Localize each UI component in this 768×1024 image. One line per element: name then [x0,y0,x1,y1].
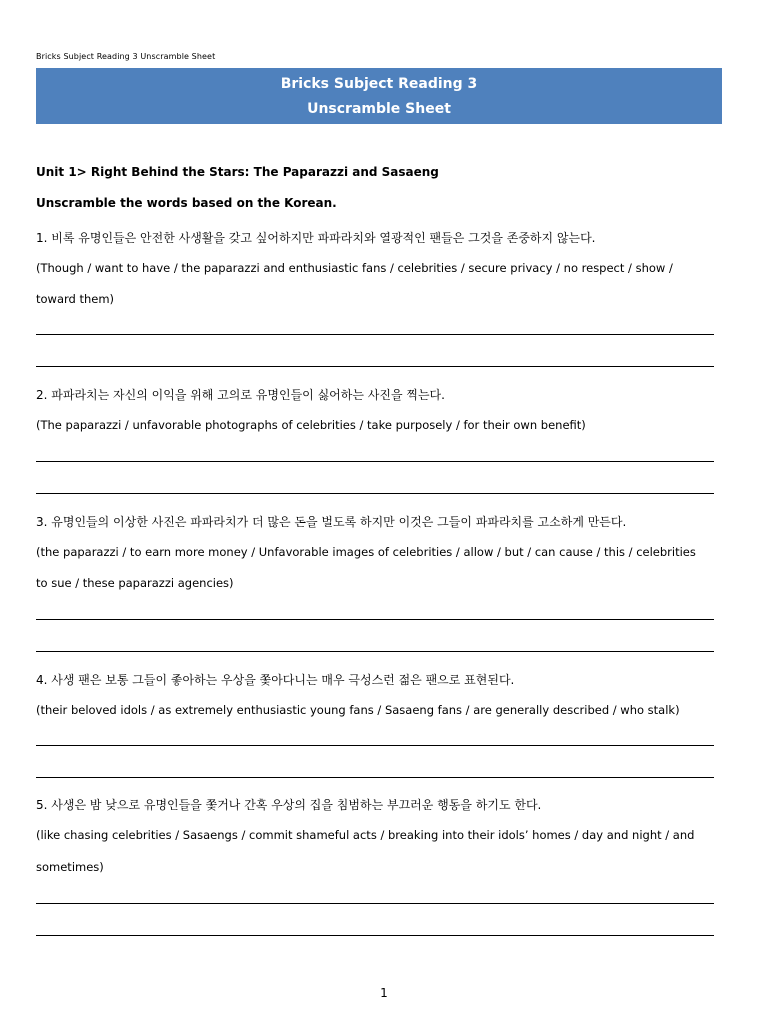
question-5-hint-line-2: sometimes) [36,860,104,874]
page-number: 1 [380,986,388,1000]
question-1-answer-line-2[interactable] [36,366,714,367]
question-5-answer-line-1[interactable] [36,903,714,904]
question-3-korean: 3. 유명인들의 이상한 사진은 파파라치가 더 많은 돈을 벌도록 하지만 이것은 그들이 파파라치를 고소하게 만든다. [36,515,627,529]
question-4-answer-line-2[interactable] [36,777,714,778]
question-3-hint-line-1: (the paparazzi / to earn more money / Unfavorable images of celebrities / allow / but / can cause / this / celebrities [36,545,696,559]
question-3-hint-line-2: to sue / these paparazzi agencies) [36,576,234,590]
question-2-hint-line-1: (The paparazzi / unfavorable photographs of celebrities / take purposely / for their own benefit) [36,418,586,432]
question-1-answer-line-1[interactable] [36,334,714,335]
question-5-answer-line-2[interactable] [36,935,714,936]
title-line-1: Bricks Subject Reading 3 [280,76,478,92]
question-3-answer-line-1[interactable] [36,619,714,620]
question-1-hint-line-1: (Though / want to have / the paparazzi and enthusiastic fans / celebrities / secure privacy / no respect / show / [36,261,673,275]
question-3-answer-line-2[interactable] [36,651,714,652]
question-1-hint-line-2: toward them) [36,292,115,306]
question-4-hint-line-1: (their beloved idols / as extremely enthusiastic young fans / Sasaeng fans / are generally described / who stalk) [36,703,680,717]
question-5-hint-line-1: (like chasing celebrities / Sasaengs / commit shameful acts / breaking into their idols’ homes / day and night / and [36,828,695,842]
title-line-2: Unscramble Sheet [307,101,451,117]
running-header: Bricks Subject Reading 3 Unscramble Sheet [36,52,216,61]
question-4-answer-line-1[interactable] [36,745,714,746]
question-2-answer-line-1[interactable] [36,461,714,462]
instruction: Unscramble the words based on the Korean. [36,196,337,210]
question-2-korean: 2. 파파라치는 자신의 이익을 위해 고의로 유명인들이 싫어하는 사진을 찍는다. [36,388,445,402]
question-2-answer-line-2[interactable] [36,493,714,494]
title-banner [36,68,722,124]
question-1-korean: 1. 비록 유명인들은 안전한 사생활을 갖고 싶어하지만 파파라치와 열광적인 팬들은 그것을 존중하지 않는다. [36,231,596,245]
question-5-korean: 5. 사생은 밤 낮으로 유명인들을 쫓거나 간혹 우상의 집을 침범하는 부끄러운 행동을 하기도 한다. [36,798,542,812]
question-4-korean: 4. 사생 팬은 보통 그들이 좋아하는 우상을 쫓아다니는 매우 극성스런 젊은 팬으로 표현된다. [36,673,515,687]
unit-heading: Unit 1> Right Behind the Stars: The Paparazzi and Sasaeng [36,165,439,179]
